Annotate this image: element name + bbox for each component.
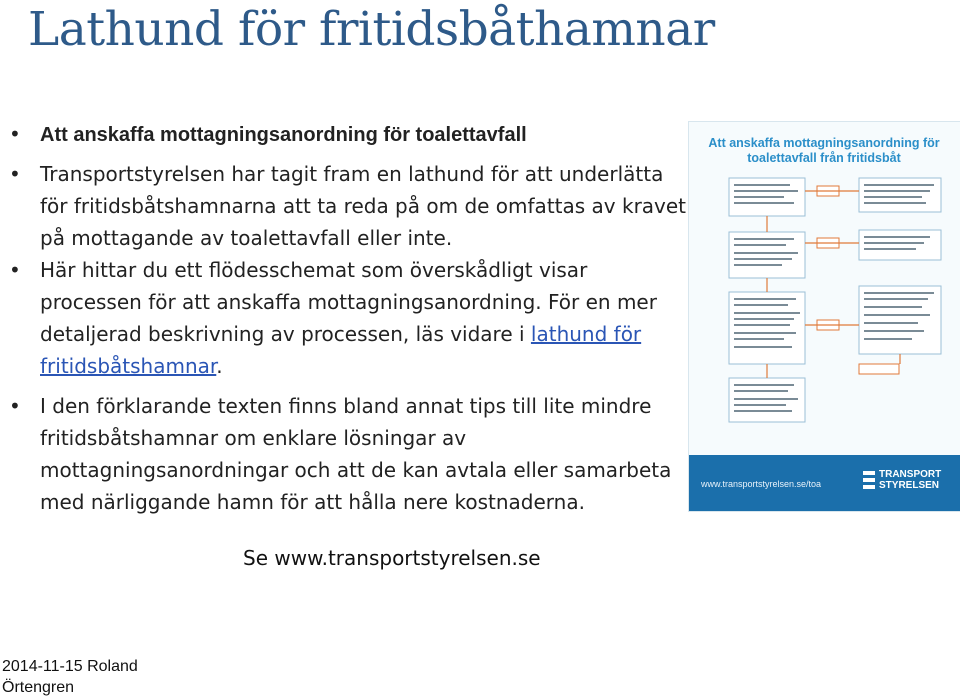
footer-date-author: 2014-11-15 Roland Örtengren [2, 658, 138, 696]
bullet-dot: • [9, 258, 21, 282]
bullet-dot: • [9, 162, 21, 186]
bullet-4-text: I den förklarande texten finns bland annat tips till lite mindre fritidsbåtshamnar om enklare lösningar av mottagningsanordningar och att de kan avtala eller samarbeta med närliggande hamn för att hålla nere kostnaderna. [40, 394, 672, 514]
bullet-3-period: . [216, 354, 223, 378]
transportstyrelsen-logo-icon [863, 471, 875, 489]
thumbnail-footer-bar [689, 455, 960, 511]
bullet-4 [9, 390, 690, 518]
flowchart-thumbnail [688, 121, 960, 512]
bullet-dot: • [9, 394, 21, 418]
flow-box [859, 286, 941, 354]
lathund-link[interactable]: lathund för fritidsbåtshamnar [40, 322, 642, 378]
logo-line-1: TRANSPORT [879, 469, 942, 480]
flow-box [729, 292, 805, 364]
bullet-2 [9, 158, 690, 254]
slide-title: Lathund för fritidsbåthamnar [28, 2, 715, 57]
thumbnail-url: www.transportstyrelsen.se/toa [701, 479, 822, 489]
flow-box [859, 178, 941, 212]
bullet-2-text: Transportstyrelsen har tagit fram en lathund för att underlätta för fritidsbåtshamnarna att ta reda på om de omfattas av kravet på mottagande av toalettavfall eller inte. [40, 162, 687, 250]
thumbnail-heading: Att anskaffa mottagningsanordning för toalettavfall från fritidsbåt [708, 136, 940, 165]
bullet-3-text: Här hittar du ett flödesschemat som överskådligt visar processen för att anskaffa mottagningsanordning. För en mer detaljerad beskrivning av processen, läs vidare i [40, 258, 657, 346]
transportstyrelsen-logo-text [879, 469, 941, 491]
logo-line-2: STYRELSEN [879, 480, 940, 491]
bullet-3 [9, 254, 690, 382]
flowchart-diagram [689, 168, 960, 428]
website-reference: Se www.transportstyrelsen.se [243, 546, 541, 570]
flow-box [859, 230, 941, 260]
bullet-dot: • [9, 122, 21, 146]
bullet-1 [9, 118, 690, 151]
flow-tag [859, 364, 899, 374]
bullet-1-text: Att anskaffa mottagningsanordning för toalettavfall [40, 124, 527, 146]
